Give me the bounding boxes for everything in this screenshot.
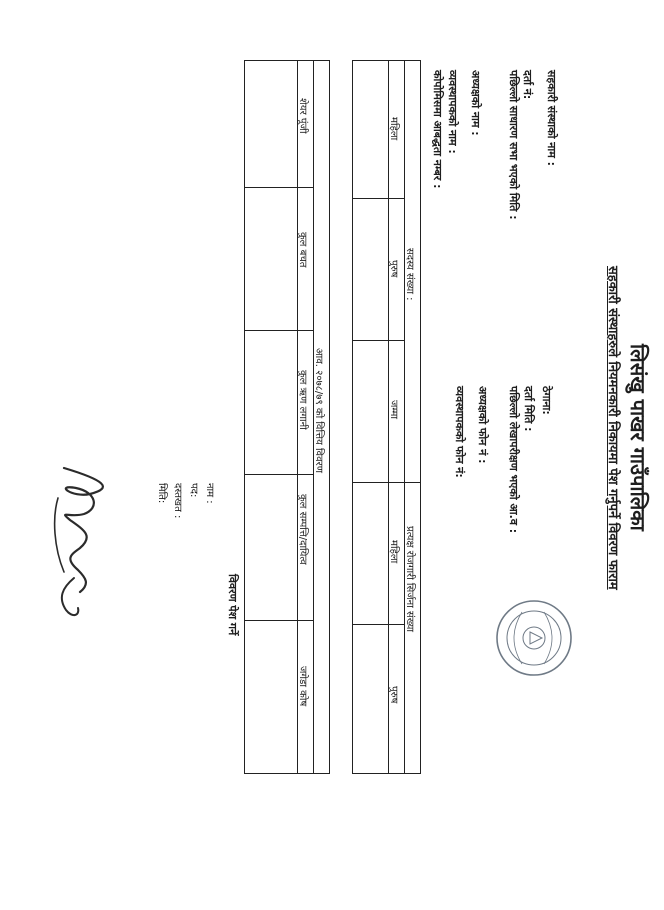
audit-date-field: पछिल्लो लेखापरीक्षण भएको आ.व :	[507, 386, 520, 534]
manager-phone-field: व्यवस्थापकको फोन नं:	[453, 386, 466, 478]
members-male-col: पुरुष	[388, 260, 399, 278]
form-title: सहकारी संस्थाहरुले नियमनकारी निकायमा पेश गर्नुपर्ने विवरण फाराम	[605, 266, 620, 590]
name-label: नाम :	[204, 483, 215, 504]
municipality-title: लिसंखु पाखर गाउँपालिका	[626, 344, 650, 531]
members-header: सदस्य संख्या :	[404, 248, 415, 301]
coop-name-field: सहकारी संस्थाको नाम :	[545, 70, 558, 167]
manager-name-field: व्यवस्थापकको नाम :	[446, 70, 459, 154]
chair-name-field: अध्यक्षको नाम :	[469, 70, 482, 136]
employment-female-col: महिला	[388, 540, 399, 564]
total-savings-col: कुल बचत	[297, 232, 308, 268]
copomis-no-field: कोपोमिसमा आबद्धता नम्बर :	[431, 70, 444, 189]
reg-no-field: दर्ता नं:	[521, 70, 534, 100]
agm-date-field: पछिल्लो साधारण सभा भएको मिति :	[507, 70, 520, 220]
total-loan-col: कुल ऋण लगानी	[297, 370, 308, 430]
financial-table-title: आव. २०७८/७९ को वित्तिय विवरण	[313, 348, 324, 473]
share-capital-col: शेयर पूंजी	[297, 98, 308, 134]
members-female-col: महिला	[388, 117, 399, 141]
handwritten-signature	[34, 458, 124, 628]
total-assets-col: कुल सम्पत्ति/दायित्व	[297, 494, 308, 565]
chair-phone-field: अध्यक्षको फोन नं :	[476, 386, 489, 464]
employment-header: प्रत्यक्ष रोजगारी सिर्जना संख्या	[404, 526, 415, 633]
reserve-fund-col: जगेडा कोष	[297, 666, 308, 707]
employment-male-col: पुरुष	[388, 686, 399, 704]
submitted-by-label: विवरण पेश गर्ने	[226, 574, 239, 636]
signature-label: दस्तखत :	[172, 483, 183, 519]
official-stamp	[494, 598, 574, 678]
post-label: पद:	[188, 483, 199, 498]
members-total-col: जम्मा	[388, 400, 399, 419]
address-field: ठेगाना:	[540, 386, 553, 415]
reg-date-field: दर्ता मिति :	[522, 386, 535, 432]
date-label: मिति:	[156, 483, 167, 504]
